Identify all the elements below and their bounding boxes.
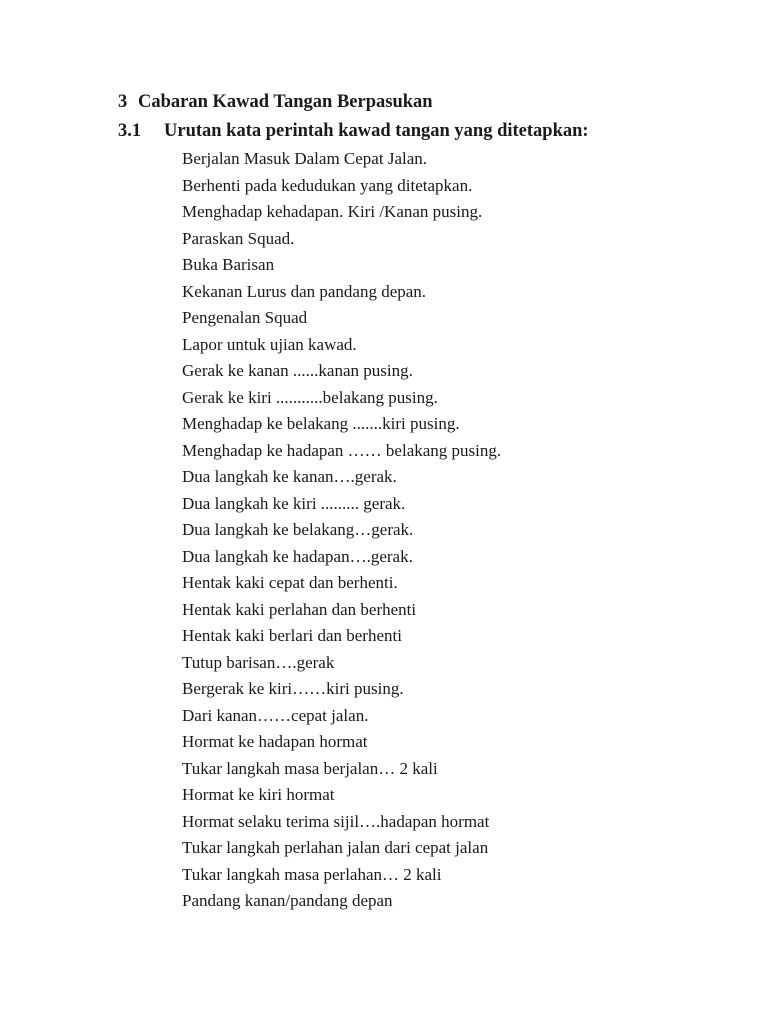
list-item: Lapor untuk ujian kawad.	[182, 334, 357, 354]
list-item: Buka Barisan	[182, 255, 275, 274]
list-item: Berjalan Masuk Dalam Cepat Jalan.	[182, 149, 428, 168]
command-list	[182, 146, 501, 915]
list-item: Hormat ke kiri hormat	[182, 785, 335, 804]
list-item: Kekanan Lurus dan pandang depan.	[182, 281, 427, 301]
list-item: Hentak kaki berlari dan berhenti	[182, 626, 402, 645]
section-heading	[118, 90, 433, 114]
list-item: Pandang kanan/pandang depan	[182, 891, 393, 910]
list-item: Menghadap kehadapan. Kiri /Kanan pusing.	[182, 202, 483, 221]
list-item: Gerak ke kanan ......kanan pusing.	[182, 361, 413, 380]
list-item: Pengenalan Squad	[182, 308, 308, 327]
list-item: Dua langkah ke belakang…gerak.	[182, 520, 414, 539]
list-item: Hormat selaku terima sijil….hadapan hormat	[182, 811, 490, 831]
list-item: Dua langkah ke kiri ......... gerak.	[182, 493, 406, 513]
section-title: Cabaran Kawad Tangan Berpasukan	[138, 92, 433, 112]
list-item: Paraskan Squad.	[182, 228, 295, 248]
list-item: Tukar langkah masa perlahan… 2 kali	[182, 864, 442, 884]
list-item: Gerak ke kiri ...........belakang pusing.	[182, 387, 438, 407]
section-number: 3	[118, 92, 128, 112]
list-item: Hentak kaki perlahan dan berhenti	[182, 599, 417, 619]
list-item: Tukar langkah perlahan jalan dari cepat jalan	[182, 838, 489, 857]
subsection-heading	[118, 118, 589, 144]
list-item: Hentak kaki cepat dan berhenti.	[182, 573, 398, 592]
subsection-title: Urutan kata perintah kawad tangan yang ditetapkan:	[164, 121, 589, 141]
subsection-number: 3.1	[118, 121, 142, 141]
list-item: Bergerak ke kiri……kiri pusing.	[182, 679, 404, 698]
list-item: Berhenti pada kedudukan yang ditetapkan.	[182, 175, 473, 195]
list-item: Tutup barisan….gerak	[182, 652, 335, 672]
list-item: Menghadap ke hadapan …… belakang pusing.	[182, 440, 502, 460]
list-item: Tukar langkah masa berjalan… 2 kali	[182, 758, 438, 778]
list-item: Dua langkah ke kanan….gerak.	[182, 467, 397, 486]
list-item: Dua langkah ke hadapan….gerak.	[182, 546, 413, 566]
list-item: Menghadap ke belakang .......kiri pusing.	[182, 414, 460, 433]
list-item: Dari kanan……cepat jalan.	[182, 705, 369, 725]
list-item: Hormat ke hadapan hormat	[182, 732, 368, 751]
